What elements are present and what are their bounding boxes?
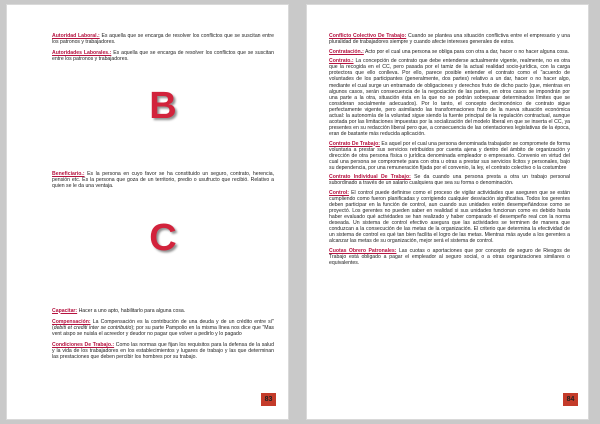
entry-term: Compensación: bbox=[52, 318, 91, 325]
right-page bbox=[306, 4, 589, 420]
glossary-entry bbox=[52, 171, 274, 189]
page-number: 84 bbox=[563, 393, 578, 406]
entry-definition: La concepción de contrato que debe entenderse actualmente vigente, realmente, no es otra que la recogida en el CC, pero pasada por el tamiz de la actual realidad socio-jurídica, con la carga protectora que ello conlleva. Por ello, parece posible entender el contrato como el "acuerdo de voluntades de los participantes (generalmente, dos partes) relativo a un dar, hacer o no hacer algo, mediante el cual surge un entramado de obligaciones y derechos fruto de dicho pacto (que, mientras en algunos casos, serán consecuencia de la negociación de las partes, en otros casos se impondrán por una parte a la otra, situación ésta en la que no se podrán sobrepasar determinados límites que se consideran socialmente adecuados). Por lo tanto, el concepto decimonónico de contrato sigue perfectamente vigente, pero asimilando las transformaciones fruto de la nueva situación económica actual: la autonomía de la voluntad sigue siendo la fuente principal de la regulación contractual, aunque acotada por las limitaciones impuestas por la socialización del modelo liberal en que se inserta el CC, ya presentes en su redacción liberal pero que, a consecuencia de las orientaciones legislativas de la época, eran de bastante más reducida aplicación. bbox=[329, 58, 570, 137]
entry-definition: Como las normas que fijan los requisitos para la defensa de la salud y la vida de los trabajadores en los establecimientos y lugares de trabajo y las que determinan las prestaciones que deben percibir los hombres por su trabajo. bbox=[52, 342, 274, 361]
entry-term: Contratación.: bbox=[329, 48, 364, 55]
entry-term: Autoridades Laborales.: bbox=[52, 50, 112, 57]
section-letter-c: C bbox=[149, 216, 177, 259]
entry-term: Beneficiario.: bbox=[52, 171, 85, 178]
entry-term: Cuotas Obrero Patronales: bbox=[329, 248, 397, 255]
entry-definition: Acto por el cual una persona se obliga para con otra a dar, hacer o no hacer alguna cosa. bbox=[363, 48, 570, 55]
right-page-body bbox=[329, 33, 570, 389]
entry-definition: Se da cuando una persona presta a otra un trabajo personal subordinado a través de un salario cualquiera que sea su forma o denominación. bbox=[329, 174, 570, 187]
page-number: 83 bbox=[261, 393, 276, 406]
entry-definition: Es aquella que se encarga de resolver los conflictos que se suscitan entre los patronos y trabajadores. bbox=[52, 50, 275, 63]
glossary-entry bbox=[329, 190, 570, 244]
glossary-entry bbox=[52, 319, 274, 337]
entry-definition-italic: debiti et crediti inter se contributio bbox=[53, 324, 132, 331]
glossary-entry bbox=[329, 33, 570, 45]
glossary-entry bbox=[329, 58, 570, 137]
entry-term: Capacitar: bbox=[52, 307, 78, 314]
entry-term: Autoridad Laboral.: bbox=[52, 33, 100, 39]
entry-definition: Es la persona en cuyo favor se ha constituido un seguro, contrato, herencia, pensión etc. Es la persona que goza de un territorio, predio o usufructo que recibió. Relativo a quien se le da una ventaja. bbox=[52, 171, 274, 190]
entry-term: Contrato Individual De Trabajo: bbox=[329, 174, 411, 181]
entry-term: Control: bbox=[329, 190, 349, 197]
glossary-entry bbox=[52, 50, 274, 62]
entry-term: Contrato.: bbox=[329, 58, 354, 65]
entry-definition: Es aquella que se encarga de resolver los conflictos que se suscitan entre los patronos y trabajadores. bbox=[52, 33, 274, 46]
glossary-entry bbox=[52, 308, 274, 314]
section-letter-b: B bbox=[149, 85, 177, 128]
entry-term: Contrato De Trabajo: bbox=[329, 140, 380, 147]
entry-definition: El control puede definirse como el proceso de vigilar actividades que aseguren que se están cumpliendo como fueron planificadas y corrigiendo cualquier desviación significativa. Todos los gerentes deben participar en la función de control, aun cuando sus unidades estén desempeñándose como se proyectó. Los gerentes no pueden saber en realidad si sus unidades funcionan como es debido hasta haber evaluado qué actividades se han realizado y haber comparado el desempeño real con la norma deseada. Un sistema de control efectivo asegura que las actividades se terminen de manera que conduzcan a la consecución de las metas de la organización. El criterio que determina la efectividad de un sistema de control es qué tan bien facilita el logro de las metas. Mientras más ayude a los gerentes a alcanzar las metas de su organización, mejor será el sistema de control. bbox=[329, 190, 570, 245]
entry-definition: Las cuotas o aportaciones que por concepto de seguro de Riesgos de Trabajo está obligado a pagar el empleador al seguro social, o a otras organizaciones similares o equivalentes. bbox=[329, 248, 571, 267]
glossary-entry bbox=[52, 33, 274, 45]
glossary-entry bbox=[329, 174, 570, 186]
glossary-entry bbox=[329, 49, 570, 55]
left-page-body bbox=[52, 33, 274, 389]
entry-definition: Cuando se plantea una situación conflictiva entre el empresario y una pluralidad de trabajadores siempre y cuando afecte intereses generales de estos. bbox=[329, 33, 571, 46]
entry-term: Conflicto Colectivo De Trabajo: bbox=[329, 33, 407, 39]
entry-definition: La Compensación es la contribución de una deuda y de un crédito entre sí" ( bbox=[52, 318, 274, 331]
entry-definition: Es aquel por el cual una persona denominada trabajador se compromete de forma voluntaria a prestar sus servicios retribuidos por cuenta ajena y dentro del ámbito de organización y dirección de otra persona física o jurídica denominada empleador o empresario. Convenio en virtud del cual una persona se compromete para con otra u otras a prestar sus servicios lícitos y personales, bajo su dependencia, por una remuneración fijada por el convenio, la ley, el contrato colectivo o la costumbre bbox=[329, 140, 570, 171]
glossary-entry bbox=[52, 342, 274, 360]
glossary-entry bbox=[329, 248, 570, 266]
glossary-entry bbox=[329, 141, 570, 171]
entry-definition: Hacer a uno apto, habilitarlo para alguna cosa. bbox=[77, 307, 186, 314]
entry-definition: ); por su parte Pampolio en la misma línea nos dice que "Mas vent aispo se nuisla el acreedor y deudor no pagar que volver a pedirlo y lo pagado bbox=[52, 324, 275, 337]
left-page bbox=[6, 4, 289, 420]
entry-term: Condiciones De Trabajo.: bbox=[52, 342, 115, 349]
